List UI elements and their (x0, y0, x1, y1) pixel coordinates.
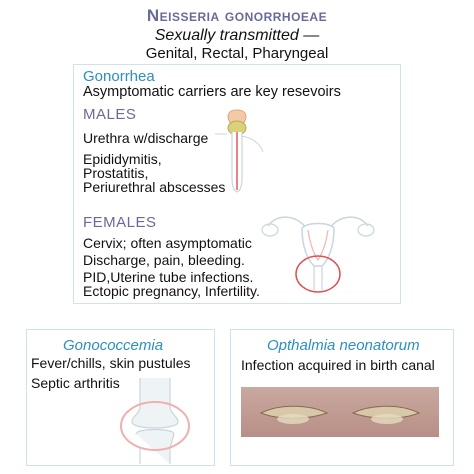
page-title: Neisseria gonorrhoeae (146, 6, 328, 25)
subtitle-transmission: Sexually transmitted — (154, 27, 320, 44)
male-item-prostatitis: Prostatitis, (83, 165, 149, 181)
male-item-urethra: Urethra w/discharge (83, 130, 209, 146)
females-heading: FEMALES (83, 214, 157, 231)
gonococcemia-item-arthritis: Septic arthritis (31, 375, 120, 391)
ophthalmia-heading: Opthalmia neonatorum (267, 337, 420, 354)
female-item-pid: PID,Uterine tube infections. (83, 269, 254, 285)
gonorrhea-heading: Gonorrhea (83, 68, 155, 85)
gonococcemia-heading: Gonococcemia (63, 337, 164, 354)
male-anatomy-illustration (205, 108, 275, 208)
female-item-ectopic: Ectopic pregnancy, Infertility. (83, 283, 260, 299)
male-item-epididymitis: Epididymitis, (83, 151, 162, 167)
carriers-text: Asymptomatic carriers are key resevoirs (83, 84, 341, 100)
ophthalmia-description: Infection acquired in birth canal (241, 357, 435, 373)
knee-joint-illustration (110, 378, 200, 464)
eye-infection-photo (241, 387, 439, 437)
female-anatomy-illustration (258, 208, 378, 303)
gonococcemia-item-fever: Fever/chills, skin pustules (31, 355, 191, 371)
males-heading: MALES (83, 106, 137, 123)
male-item-abscesses: Periurethral abscesses (83, 179, 226, 195)
female-item-cervix: Cervix; often asymptomatic (83, 235, 252, 251)
subtitle-sites: Genital, Rectal, Pharyngeal (145, 45, 329, 62)
female-item-discharge: Discharge, pain, bleeding. (83, 252, 245, 268)
